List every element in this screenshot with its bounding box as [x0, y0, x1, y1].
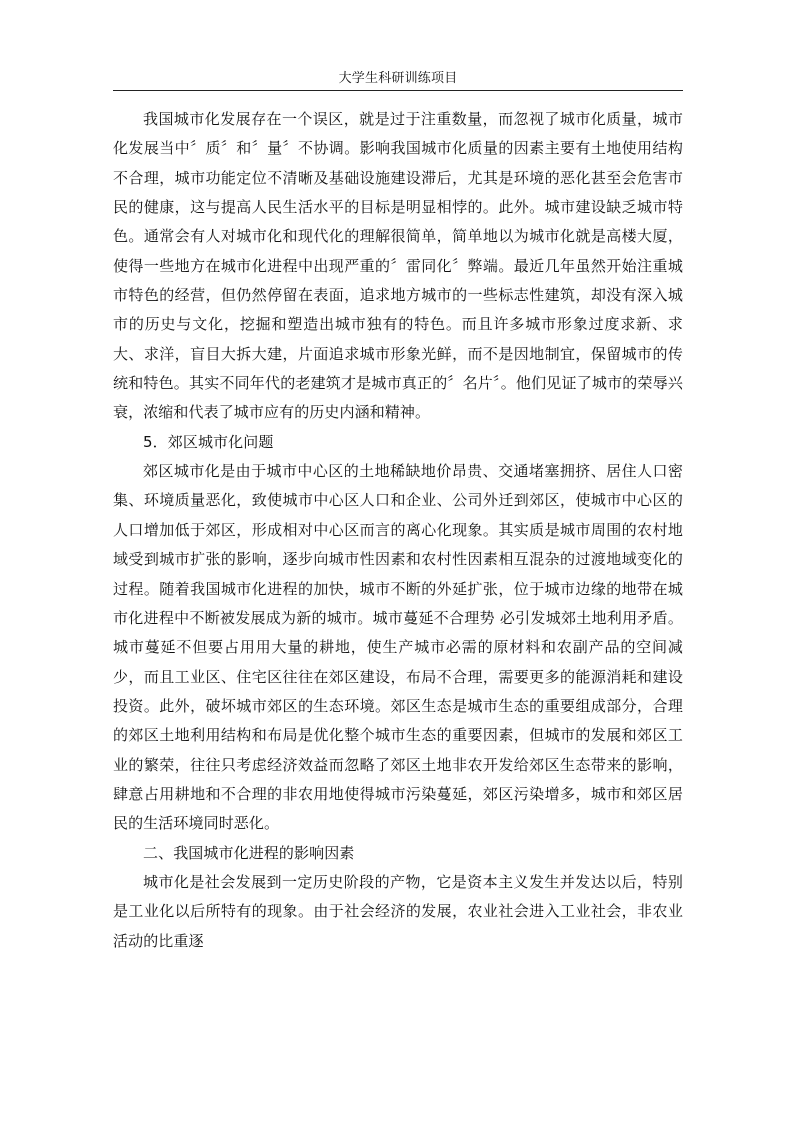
page-header-title: 大学生科研训练项目: [338, 71, 458, 86]
body-paragraph-1: 我国城市化发展存在一个误区，就是过于注重数量，而忽视了城市化质量，城市化发展当中〞质〞和〞量〞不协调。影响我国城市化质量的因素主要有土地使用结构不合理，城市功能定位不清晰及基础设施建设滞后，尤其是环境的恶化甚至会危害市民的健康，这与提高人民生活水平的目标是明显相悖的。此外。城市建设缺乏城市特色。通常会有人对城市化和现代化的理解很简单，简单地以为城市化就是高楼大厦，使得一些地方在城市化进程中出现严重的〞雷同化〞弊端。最近几年虽然开始注重城市特色的经营，但仍然停留在表面，追求地方城市的一些标志性建筑，却没有深入城市的历史与文化，挖掘和塑造出城市独有的特色。而且许多城市形象过度求新、求大、求洋，盲目大拆大建，片面追求城市形象光鲜，而不是因地制宜，保留城市的传统和特色。其实不同年代的老建筑才是城市真正的〞名片〞。他们见证了城市的荣辱兴衰，浓缩和代表了城市应有的历史内涵和精神。: [113, 110, 683, 422]
body-paragraph-3: 城市化是社会发展到一定历史阶段的产物，它是资本主义发生并发达以后，特别是工业化以后所特有的现象。由于社会经济的发展，农业社会进入工业社会，非农业活动的比重逐: [113, 872, 683, 950]
document-body: [113, 105, 683, 956]
section-heading-influencing-factors: 二、我国城市化进程的影响因素: [143, 843, 355, 862]
section-heading-suburban-urbanization: 5．郊区城市化问题: [143, 432, 274, 451]
body-paragraph-2: 郊区城市化是由于城市中心区的土地稀缺地价昂贵、交通堵塞拥挤、居住人口密集、环境质量恶化，致使城市中心区人口和企业、公司外迁到郊区，使城市中心区的人口增加低于郊区，形成相对中心区而言的离心化现象。其实质是城市周围的农村地域受到城市扩张的影响，逐步向城市性因素和农村性因素相互混杂的过渡地域变化的过程。随着我国城市化进程的加快，城市不断的外延扩张，位于城市边缘的地带在城市化进程中不断被发展成为新的城市。城市蔓延不合理势 必引发城郊土地利用矛盾。城市蔓延不但要占用用大量的耕地，使生产城市必需的原材料和农副产品的空间减少，而且工业区、住宅区往往在郊区建设，布局不合理，需要更多的能源消耗和建设投资。此外，破坏城市郊区的生态环境。郊区生态是城市生态的重要组成部分，合理的郊区土地利用结构和布局是优化整个城市生态的重要因素，但城市的发展和郊区工业的繁荣，往往只考虑经济效益而忽略了郊区土地非农开发给郊区生态带来的影响，肆意占用耕地和不合理的非农用地使得城市污染蔓延，郊区污染增多，城市和郊区居民的生活环境同时恶化。: [113, 462, 683, 833]
header-divider: [113, 90, 683, 91]
